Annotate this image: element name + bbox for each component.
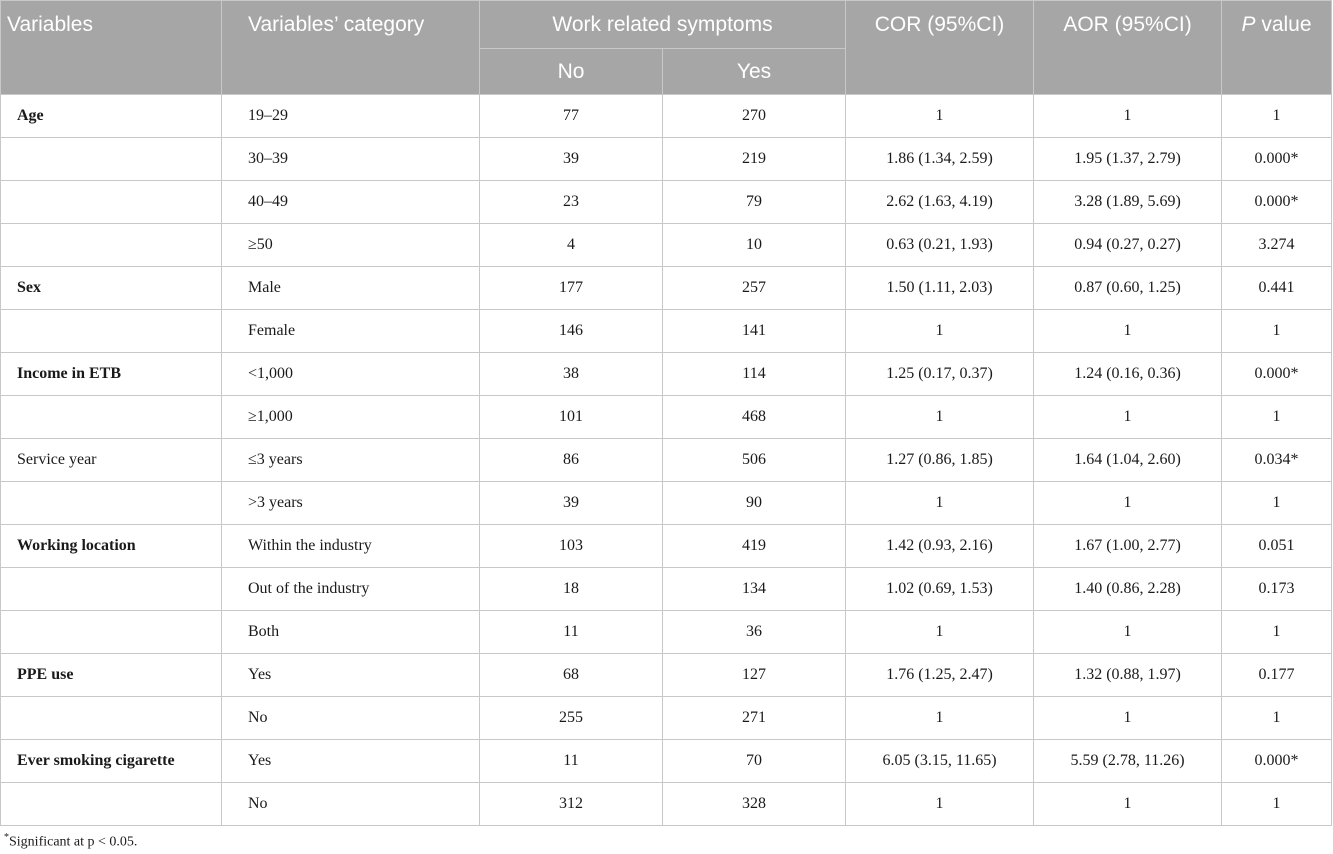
header-yes: Yes	[663, 49, 846, 95]
cell-aor: 1.95 (1.37, 2.79)	[1034, 138, 1222, 181]
header-work-related-symptoms: Work related symptoms	[480, 1, 846, 49]
table-row	[1, 95, 1332, 138]
cell-yes: 79	[663, 181, 846, 224]
table-row	[1, 310, 1332, 353]
cell-category: Out of the industry	[222, 568, 480, 611]
cell-category: Male	[222, 267, 480, 310]
cell-aor: 1.67 (1.00, 2.77)	[1034, 525, 1222, 568]
table-row	[1, 740, 1332, 783]
cell-p-value: 1	[1222, 697, 1332, 740]
cell-no: 38	[480, 353, 663, 396]
cell-p-value: 0.000*	[1222, 353, 1332, 396]
cell-aor: 1	[1034, 310, 1222, 353]
cell-yes: 134	[663, 568, 846, 611]
cell-p-value: 1	[1222, 783, 1332, 826]
table-row	[1, 654, 1332, 697]
cell-p-value: 0.441	[1222, 267, 1332, 310]
cell-p-value: 0.000*	[1222, 740, 1332, 783]
table-row	[1, 611, 1332, 654]
cell-no: 103	[480, 525, 663, 568]
cell-no: 23	[480, 181, 663, 224]
cell-p-value: 0.051	[1222, 525, 1332, 568]
table-body	[1, 95, 1332, 826]
cell-variable: Working location	[1, 525, 222, 568]
cell-category: <1,000	[222, 353, 480, 396]
cell-cor: 1	[846, 697, 1034, 740]
cell-yes: 127	[663, 654, 846, 697]
header-category: Variables’ category	[222, 1, 480, 95]
cell-cor: 1.76 (1.25, 2.47)	[846, 654, 1034, 697]
cell-category: ≤3 years	[222, 439, 480, 482]
cell-yes: 219	[663, 138, 846, 181]
table-row	[1, 138, 1332, 181]
cell-cor: 1.42 (0.93, 2.16)	[846, 525, 1034, 568]
cell-cor: 1	[846, 396, 1034, 439]
cell-cor: 1	[846, 783, 1034, 826]
cell-cor: 1.02 (0.69, 1.53)	[846, 568, 1034, 611]
cell-yes: 141	[663, 310, 846, 353]
cell-cor: 6.05 (3.15, 11.65)	[846, 740, 1034, 783]
cell-p-value: 3.274	[1222, 224, 1332, 267]
cell-aor: 1	[1034, 396, 1222, 439]
cell-p-value: 0.173	[1222, 568, 1332, 611]
cell-no: 255	[480, 697, 663, 740]
cell-aor: 0.87 (0.60, 1.25)	[1034, 267, 1222, 310]
cell-yes: 328	[663, 783, 846, 826]
cell-category: Yes	[222, 740, 480, 783]
header-p-value: P value	[1222, 1, 1332, 95]
cell-yes: 419	[663, 525, 846, 568]
cell-category: 30–39	[222, 138, 480, 181]
cell-cor: 0.63 (0.21, 1.93)	[846, 224, 1034, 267]
cell-variable	[1, 697, 222, 740]
cell-p-value: 1	[1222, 396, 1332, 439]
cell-no: 312	[480, 783, 663, 826]
table-row	[1, 439, 1332, 482]
cell-variable: PPE use	[1, 654, 222, 697]
cell-variable: Age	[1, 95, 222, 138]
cell-category: ≥50	[222, 224, 480, 267]
cell-yes: 257	[663, 267, 846, 310]
cell-variable	[1, 783, 222, 826]
cell-p-value: 0.034*	[1222, 439, 1332, 482]
table-row	[1, 267, 1332, 310]
table-row	[1, 396, 1332, 439]
cell-aor: 1	[1034, 95, 1222, 138]
cell-p-value: 1	[1222, 611, 1332, 654]
cell-no: 39	[480, 138, 663, 181]
cell-category: 19–29	[222, 95, 480, 138]
cell-aor: 0.94 (0.27, 0.27)	[1034, 224, 1222, 267]
cell-aor: 5.59 (2.78, 11.26)	[1034, 740, 1222, 783]
cell-yes: 468	[663, 396, 846, 439]
cell-no: 4	[480, 224, 663, 267]
table-row	[1, 525, 1332, 568]
cell-p-value: 1	[1222, 482, 1332, 525]
cell-variable: Ever smoking cigarette	[1, 740, 222, 783]
cell-cor: 1.27 (0.86, 1.85)	[846, 439, 1034, 482]
cell-cor: 1	[846, 482, 1034, 525]
cell-category: 40–49	[222, 181, 480, 224]
cell-category: ≥1,000	[222, 396, 480, 439]
cell-cor: 1.86 (1.34, 2.59)	[846, 138, 1034, 181]
header-aor: AOR (95%CI)	[1034, 1, 1222, 95]
cell-p-value: 0.000*	[1222, 138, 1332, 181]
cell-category: No	[222, 783, 480, 826]
cell-variable: Income in ETB	[1, 353, 222, 396]
table-row	[1, 697, 1332, 740]
cell-no: 11	[480, 611, 663, 654]
cell-yes: 36	[663, 611, 846, 654]
table-row	[1, 783, 1332, 826]
cell-yes: 270	[663, 95, 846, 138]
cell-cor: 2.62 (1.63, 4.19)	[846, 181, 1034, 224]
cell-p-value: 1	[1222, 95, 1332, 138]
cell-aor: 1	[1034, 697, 1222, 740]
cell-cor: 1.25 (0.17, 0.37)	[846, 353, 1034, 396]
cell-yes: 90	[663, 482, 846, 525]
cell-cor: 1.50 (1.11, 2.03)	[846, 267, 1034, 310]
cell-p-value: 0.000*	[1222, 181, 1332, 224]
cell-no: 146	[480, 310, 663, 353]
cell-no: 39	[480, 482, 663, 525]
cell-variable	[1, 568, 222, 611]
cell-variable: Service year	[1, 439, 222, 482]
cell-cor: 1	[846, 310, 1034, 353]
table-row	[1, 482, 1332, 525]
header-variables: Variables	[1, 1, 222, 95]
table-row	[1, 224, 1332, 267]
cell-category: Both	[222, 611, 480, 654]
cell-yes: 70	[663, 740, 846, 783]
cell-cor: 1	[846, 95, 1034, 138]
cell-variable	[1, 138, 222, 181]
cell-variable	[1, 396, 222, 439]
cell-category: >3 years	[222, 482, 480, 525]
cell-no: 77	[480, 95, 663, 138]
cell-category: Within the industry	[222, 525, 480, 568]
cell-yes: 271	[663, 697, 846, 740]
cell-aor: 1	[1034, 783, 1222, 826]
cell-no: 18	[480, 568, 663, 611]
table-row	[1, 568, 1332, 611]
cell-aor: 1	[1034, 482, 1222, 525]
cell-p-value: 0.177	[1222, 654, 1332, 697]
cell-aor: 1.24 (0.16, 0.36)	[1034, 353, 1222, 396]
cell-variable	[1, 611, 222, 654]
cell-no: 101	[480, 396, 663, 439]
cell-aor: 1.64 (1.04, 2.60)	[1034, 439, 1222, 482]
cell-aor: 3.28 (1.89, 5.69)	[1034, 181, 1222, 224]
cell-yes: 506	[663, 439, 846, 482]
cell-no: 86	[480, 439, 663, 482]
cell-category: Yes	[222, 654, 480, 697]
cell-variable	[1, 310, 222, 353]
cell-no: 11	[480, 740, 663, 783]
cell-aor: 1.40 (0.86, 2.28)	[1034, 568, 1222, 611]
cell-category: No	[222, 697, 480, 740]
cell-yes: 114	[663, 353, 846, 396]
cell-variable: Sex	[1, 267, 222, 310]
cell-variable	[1, 181, 222, 224]
cell-category: Female	[222, 310, 480, 353]
footnote: *Significant at p < 0.05.	[4, 832, 138, 850]
header-cor: COR (95%CI)	[846, 1, 1034, 95]
cell-aor: 1.32 (0.88, 1.97)	[1034, 654, 1222, 697]
header-no: No	[480, 49, 663, 95]
table-header	[1, 1, 1332, 95]
table-row	[1, 181, 1332, 224]
cell-variable	[1, 224, 222, 267]
cell-p-value: 1	[1222, 310, 1332, 353]
cell-cor: 1	[846, 611, 1034, 654]
cell-aor: 1	[1034, 611, 1222, 654]
table-row	[1, 353, 1332, 396]
cell-no: 177	[480, 267, 663, 310]
cell-no: 68	[480, 654, 663, 697]
cell-yes: 10	[663, 224, 846, 267]
cell-variable	[1, 482, 222, 525]
